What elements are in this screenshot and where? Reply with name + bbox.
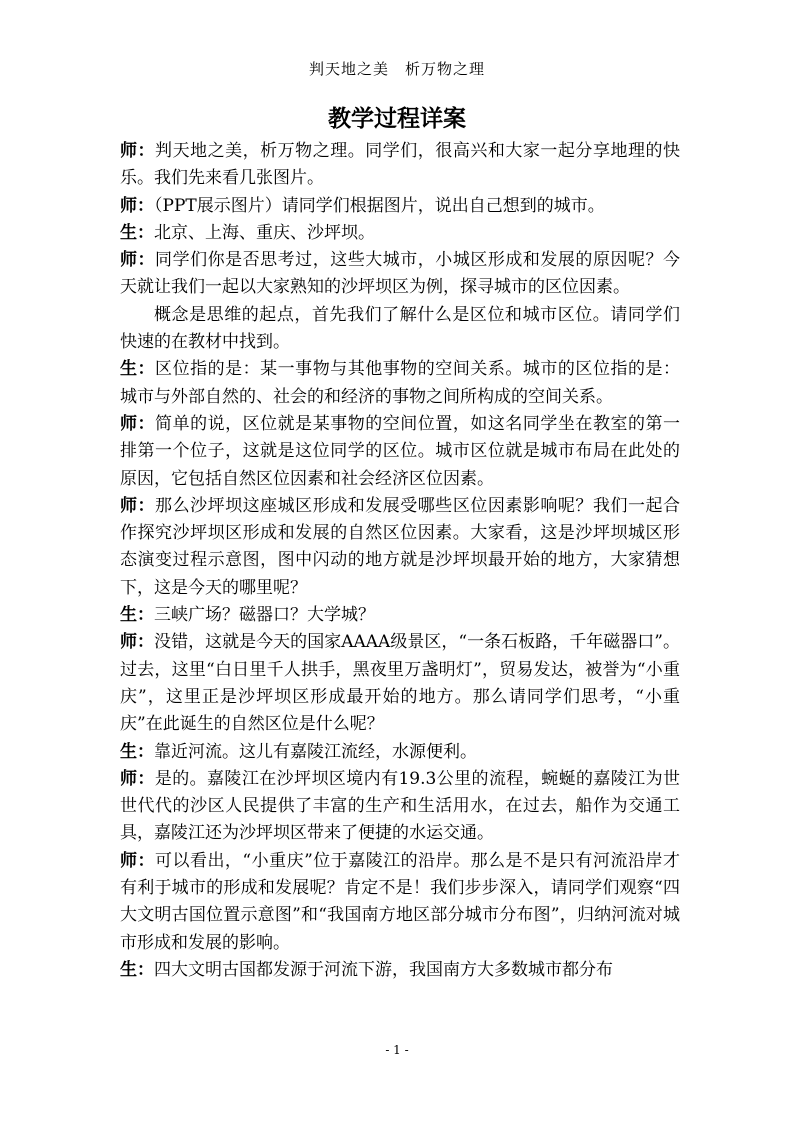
paragraph	[120, 356, 680, 411]
paragraph-text: 四大文明古国都发源于河流下游，我国南方大多数城市都分布	[154, 959, 613, 980]
speaker-label: 师：	[120, 141, 156, 161]
paragraph	[120, 247, 680, 302]
paragraph-text: 概念是思维的起点，首先我们了解什么是区位和城市区位。请同学们快速的在教材中找到。	[120, 304, 680, 353]
paragraph	[120, 302, 680, 357]
speaker-label: 师：	[120, 195, 154, 216]
paragraph-text: 同学们你是否思考过，这些大城市，小城区形成和发展的原因呢？今天就让我们一起以大家熟知的沙坪坝区为例，探寻城市的区位因素。	[120, 250, 681, 298]
speaker-label: 师：	[120, 413, 156, 434]
paragraph-text: 北京、上海、重庆、沙坪坝。	[154, 222, 375, 243]
speaker-label: 生：	[120, 605, 154, 626]
paragraph-text: 没错，这就是今天的国家AAAA级景区，“一条石板路，千年磁器口”。过去，这里“白日里千人拱手，黑夜里万盏明灯”，贸易发达，被誉为“小重庆”，这里正是沙坪坝区形成最开始的地方。那么请同学们思考，“小重庆”在此诞生的自然区位是什么呢？	[120, 632, 681, 735]
speaker-label: 生：	[120, 359, 156, 380]
document-title: 教学过程详案	[328, 105, 466, 132]
paragraph	[120, 629, 680, 738]
speaker-label: 师：	[120, 250, 156, 271]
speaker-label: 生：	[120, 741, 154, 762]
paragraph-text: 是的。嘉陵江在沙坪坝区境内有19.3公里的流程，蜿蜒的嘉陵江为世世代代的沙区人民提供了丰富的生产和生活用水，在过去，船作为交通工具，嘉陵江还为沙坪坝区带来了便捷的水运交通。	[120, 768, 680, 844]
speaker-label: 生：	[120, 959, 154, 980]
speaker-label: 师：	[120, 850, 155, 871]
speaker-label: 师：	[120, 495, 156, 516]
paragraph	[120, 493, 680, 602]
paragraph	[120, 957, 680, 984]
paragraph	[120, 848, 680, 957]
paragraph	[120, 602, 680, 629]
paragraph-text: 区位指的是：某一事物与其他事物的空间关系。城市的区位指的是：城市与外部自然的、社会的和经济的事物之间所构成的空间关系。	[120, 359, 681, 407]
paragraph	[120, 766, 680, 848]
paragraph-text: 判天地之美，析万物之理。同学们，很高兴和大家一起分享地理的快乐。我们先来看几张图片。	[120, 141, 681, 189]
paragraph-text: 简单的说，区位就是某事物的空间位置，如这名同学坐在教室的第一排第一个位子，这就是这位同学的区位。城市区位就是城市布局在此处的原因，它包括自然区位因素和社会经济区位因素。	[120, 413, 681, 489]
paragraph	[120, 138, 680, 193]
paragraph-text: 可以看出，“小重庆”位于嘉陵江的沿岸。那么是不是只有河流沿岸才有利于城市的形成和发展呢？肯定不是！我们步步深入，请同学们观察“四大文明古国位置示意图”和“我国南方地区部分城市分布图”，归纳河流对城市形成和发展的影响。	[120, 850, 680, 953]
paragraph	[120, 193, 680, 220]
paragraph-text: 三峡广场？磁器口？大学城？	[154, 605, 375, 626]
page-number: - 1 -	[385, 1043, 409, 1057]
paragraph-text: 靠近河流。这儿有嘉陵江流经，水源便利。	[154, 741, 477, 762]
paragraph	[120, 220, 680, 247]
document-body	[120, 138, 680, 984]
paragraph-text: （PPT展示图片）请同学们根据图片，说出自己想到的城市。	[154, 195, 605, 216]
paragraph-text: 那么沙坪坝这座城区形成和发展受哪些区位因素影响呢？我们一起合作探究沙坪坝区形成和发展的自然区位因素。大家看，这是沙坪坝城区形态演变过程示意图，图中闪动的地方就是沙坪坝最开始的地方，大家猜想下，这是今天的哪里呢？	[120, 495, 681, 598]
speaker-label: 生：	[120, 222, 154, 243]
paragraph	[120, 739, 680, 766]
speaker-label: 师：	[120, 768, 155, 789]
page-header: 判天地之美 析万物之理	[308, 60, 485, 78]
speaker-label: 师：	[120, 632, 155, 653]
paragraph	[120, 411, 680, 493]
